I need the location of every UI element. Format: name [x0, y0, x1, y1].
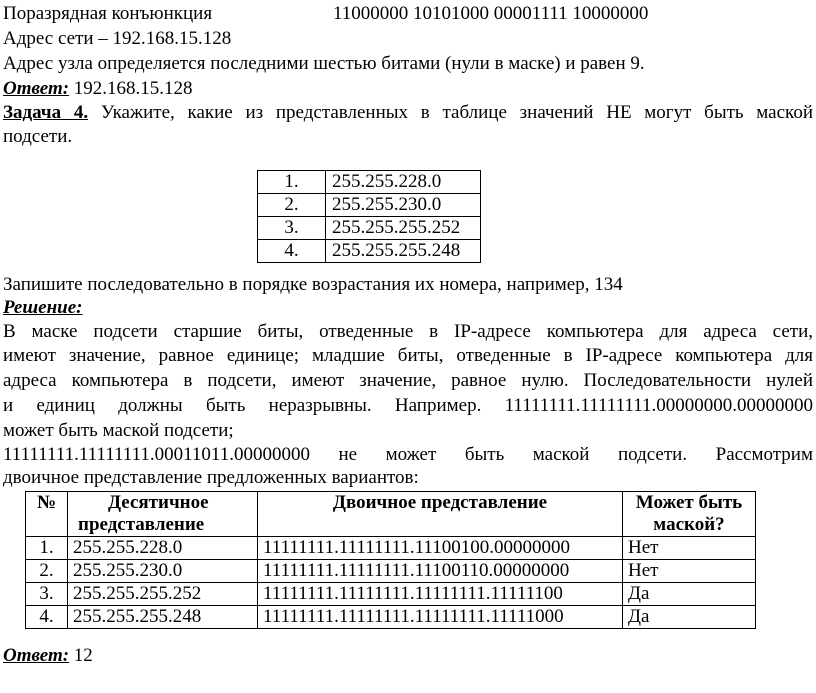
row-decimal: 255.255.228.0 — [68, 537, 258, 560]
solution-paragraph-line: двоичное представление предложенных вариантов: — [3, 467, 419, 488]
network-address-line: Адрес сети – 192.168.15.128 — [3, 28, 232, 49]
option-value: 255.255.255.252 — [326, 217, 481, 240]
mask-options-table — [257, 170, 481, 263]
task4-line-2: подсети. — [3, 126, 73, 147]
final-answer-label: Ответ: — [3, 645, 70, 666]
table-row — [258, 171, 481, 194]
instruction-line: Запишите последовательно в порядке возрастания их номера, например, 134 — [3, 274, 623, 295]
table-row — [26, 560, 756, 583]
row-number: 1. — [26, 537, 68, 560]
row-binary: 11111111.11111111.11100110.00000000 — [258, 560, 623, 583]
header-binary-label: Двоичное представление — [332, 492, 548, 513]
header-decimal-line2: представление — [78, 514, 205, 535]
row-decimal: 255.255.230.0 — [68, 560, 258, 583]
conjunction-label: Поразрядная конъюнкция — [3, 3, 213, 24]
solution-paragraph-line: и единиц должны быть неразрывны. Например. 11111111.11111111.00000000.00000000 — [3, 395, 813, 416]
binary-representation-table — [25, 491, 756, 629]
row-mask: Нет — [623, 560, 756, 583]
solution-label-line — [3, 297, 83, 319]
row-binary: 11111111.11111111.11111111.11111000 — [258, 606, 623, 629]
option-number: 2. — [258, 194, 326, 217]
solution-paragraph-line: имеют значение, равное единице; младшие биты, отведенные в IP-адресе компьютера для — [3, 345, 813, 366]
first-answer-line — [3, 78, 193, 100]
task4-line — [3, 102, 813, 124]
row-binary: 11111111.11111111.11111111.11111100 — [258, 583, 623, 606]
final-answer-value: 12 — [69, 645, 93, 666]
option-number: 1. — [258, 171, 326, 194]
header-mask-line2: маской? — [653, 514, 725, 535]
header-decimal-line1: Десятичное — [108, 492, 209, 513]
row-number: 4. — [26, 606, 68, 629]
option-value: 255.255.230.0 — [326, 194, 481, 217]
solution-paragraph-line: 11111111.11111111.00011011.00000000 не может быть маской подсети. Рассмотрим — [3, 444, 813, 465]
header-decimal — [68, 492, 258, 537]
table-row — [258, 194, 481, 217]
answer-label: Ответ: — [3, 78, 70, 99]
task4-label: Задача 4. — [3, 102, 89, 123]
header-mask — [623, 492, 756, 537]
option-number: 3. — [258, 217, 326, 240]
row-mask: Да — [623, 606, 756, 629]
header-number: № — [26, 492, 68, 537]
solution-paragraph-line: В маске подсети старшие биты, отведенные в IP-адресе компьютера для адреса сети, — [3, 321, 813, 342]
header-binary — [258, 492, 623, 537]
row-mask: Да — [623, 583, 756, 606]
table-header-row — [26, 492, 756, 537]
header-mask-line1: Может быть — [635, 492, 743, 513]
solution-label: Решение: — [3, 297, 83, 318]
table-row — [258, 240, 481, 263]
table-row — [258, 217, 481, 240]
option-value: 255.255.228.0 — [326, 171, 481, 194]
option-value: 255.255.255.248 — [326, 240, 481, 263]
row-number: 3. — [26, 583, 68, 606]
table-row — [26, 606, 756, 629]
row-mask: Нет — [623, 537, 756, 560]
conjunction-bits: 11000000 10101000 00001111 10000000 — [333, 3, 649, 24]
table-row — [26, 583, 756, 606]
answer-value: 192.168.15.128 — [69, 78, 193, 99]
row-binary: 11111111.11111111.11100100.00000000 — [258, 537, 623, 560]
option-number: 4. — [258, 240, 326, 263]
row-decimal: 255.255.255.252 — [68, 583, 258, 606]
solution-paragraph-line: может быть маской подсети; — [3, 420, 234, 441]
row-decimal: 255.255.255.248 — [68, 606, 258, 629]
table-row — [26, 537, 756, 560]
host-note-line: Адрес узла определяется последними шестью битами (нули в маске) и равен 9. — [3, 53, 645, 74]
task4-text: Укажите, какие из представленных в таблице значений НЕ могут быть маской — [88, 102, 813, 123]
final-answer-line — [3, 645, 93, 667]
solution-paragraph-line: адреса компьютера в подсети, имеют значение, равное нулю. Последовательности нулей — [3, 370, 813, 391]
conjunction-line — [3, 3, 212, 25]
row-number: 2. — [26, 560, 68, 583]
